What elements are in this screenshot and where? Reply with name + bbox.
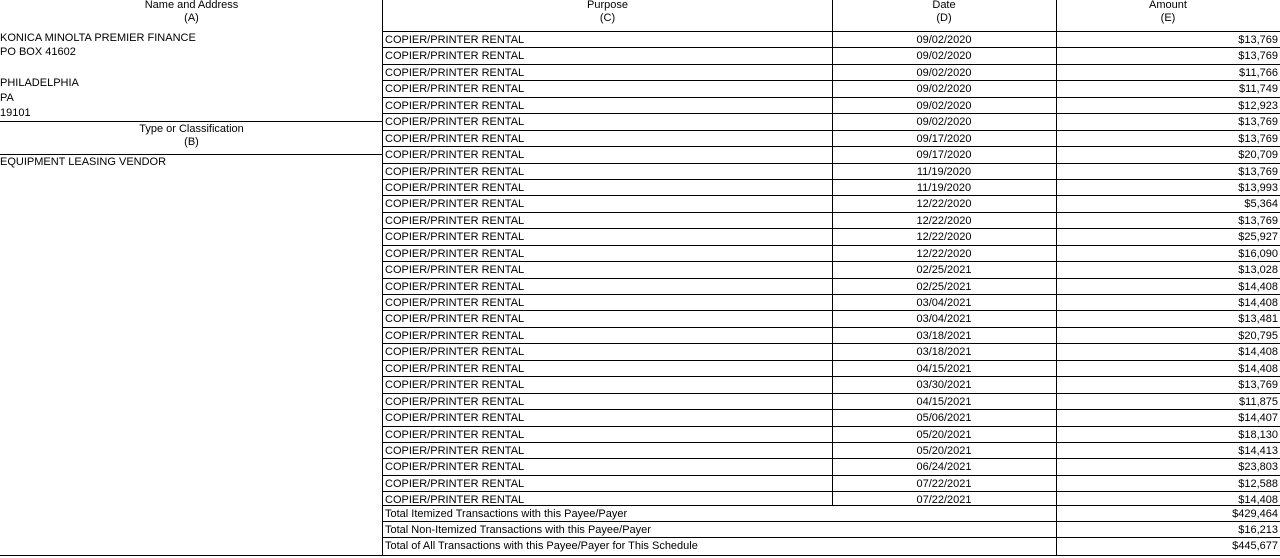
row-purpose: COPIER/PRINTER RENTAL bbox=[385, 264, 525, 277]
header-amount bbox=[1056, 0, 1280, 32]
row-purpose: COPIER/PRINTER RENTAL bbox=[385, 99, 525, 112]
row-date: 03/18/2021 bbox=[916, 329, 972, 342]
row-date: 02/25/2021 bbox=[916, 280, 972, 293]
row-purpose: COPIER/PRINTER RENTAL bbox=[385, 181, 525, 194]
row-date: 09/02/2020 bbox=[916, 50, 972, 63]
totals-table bbox=[383, 505, 1280, 553]
row-amount: $25,927 bbox=[1238, 231, 1278, 244]
row-amount: $18,130 bbox=[1238, 428, 1278, 441]
row-amount: $13,769 bbox=[1238, 34, 1278, 46]
row-purpose: COPIER/PRINTER RENTAL bbox=[385, 66, 525, 79]
row-date: 04/15/2021 bbox=[916, 362, 972, 375]
header-date bbox=[832, 0, 1056, 32]
row-date: 09/17/2020 bbox=[916, 149, 972, 162]
header-name-title: Name and Address bbox=[144, 0, 239, 11]
row-purpose: COPIER/PRINTER RENTAL bbox=[385, 362, 525, 375]
row-amount: $14,408 bbox=[1238, 346, 1278, 359]
row-amount: $14,408 bbox=[1238, 494, 1278, 507]
payee-city: PHILADELPHIA bbox=[0, 77, 79, 89]
row-amount: $13,993 bbox=[1238, 181, 1278, 194]
row-purpose: COPIER/PRINTER RENTAL bbox=[385, 34, 525, 46]
row-purpose: COPIER/PRINTER RENTAL bbox=[385, 329, 525, 342]
row-date: 04/15/2021 bbox=[916, 395, 972, 408]
row-purpose: COPIER/PRINTER RENTAL bbox=[385, 346, 525, 359]
header-amount-sub: (E) bbox=[1160, 12, 1176, 24]
row-amount: $13,769 bbox=[1238, 116, 1278, 129]
divider-purpose-date bbox=[832, 0, 833, 31]
row-date: 05/06/2021 bbox=[916, 412, 972, 425]
row-purpose: COPIER/PRINTER RENTAL bbox=[385, 412, 525, 425]
payee-zip: 19101 bbox=[0, 107, 31, 119]
row-date: 03/30/2021 bbox=[916, 379, 972, 392]
row-date: 03/04/2021 bbox=[916, 313, 972, 326]
row-purpose: COPIER/PRINTER RENTAL bbox=[385, 132, 525, 145]
row-amount: $14,408 bbox=[1238, 297, 1278, 309]
row-amount: $13,769 bbox=[1238, 379, 1278, 392]
row-purpose: COPIER/PRINTER RENTAL bbox=[385, 214, 525, 227]
header-amount-title: Amount bbox=[1149, 0, 1187, 11]
total-label: Total Itemized Transactions with this Payee/Payer bbox=[385, 508, 628, 520]
header-type-title: Type or Classification bbox=[139, 123, 244, 135]
payee-state: PA bbox=[0, 92, 14, 104]
row-date: 03/18/2021 bbox=[916, 346, 972, 359]
row-date: 09/02/2020 bbox=[916, 66, 972, 79]
total-amount: $429,464 bbox=[1232, 508, 1278, 520]
payee-name: KONICA MINOLTA PREMIER FINANCE bbox=[0, 32, 196, 44]
row-date: 09/02/2020 bbox=[916, 34, 972, 46]
header-purpose-sub: (C) bbox=[599, 12, 616, 24]
divider-date-amount-rows bbox=[832, 31, 833, 505]
divider-date-amount bbox=[1056, 0, 1057, 31]
bottom-line bbox=[0, 555, 1280, 556]
header-name-sub: (A) bbox=[184, 12, 199, 24]
header-date-title: Date bbox=[932, 0, 956, 11]
row-purpose: COPIER/PRINTER RENTAL bbox=[385, 165, 525, 178]
row-purpose: COPIER/PRINTER RENTAL bbox=[385, 231, 525, 244]
row-purpose: COPIER/PRINTER RENTAL bbox=[385, 395, 525, 408]
header-purpose bbox=[383, 0, 832, 32]
row-amount: $12,923 bbox=[1238, 99, 1278, 112]
row-purpose: COPIER/PRINTER RENTAL bbox=[385, 461, 525, 474]
row-date: 07/22/2021 bbox=[916, 494, 972, 507]
header-type-sub: (B) bbox=[184, 136, 199, 148]
row-purpose: COPIER/PRINTER RENTAL bbox=[385, 477, 525, 490]
row-amount: $14,407 bbox=[1238, 412, 1278, 425]
total-row bbox=[383, 521, 1280, 537]
row-amount: $11,766 bbox=[1239, 66, 1278, 79]
row-date: 12/22/2020 bbox=[916, 231, 972, 244]
row-purpose: COPIER/PRINTER RENTAL bbox=[385, 313, 525, 326]
row-purpose: COPIER/PRINTER RENTAL bbox=[385, 83, 525, 96]
header-purpose-title: Purpose bbox=[587, 0, 628, 11]
row-date: 05/20/2021 bbox=[916, 428, 972, 441]
row-date: 06/24/2021 bbox=[916, 461, 972, 474]
total-amount: $445,677 bbox=[1232, 540, 1278, 552]
row-purpose: COPIER/PRINTER RENTAL bbox=[385, 116, 525, 129]
row-date: 12/22/2020 bbox=[916, 198, 972, 211]
row-date: 09/02/2020 bbox=[916, 116, 972, 129]
row-amount: $13,481 bbox=[1238, 313, 1278, 326]
row-date: 12/22/2020 bbox=[916, 247, 972, 260]
row-amount: $13,769 bbox=[1238, 50, 1278, 63]
row-date: 09/02/2020 bbox=[916, 83, 972, 96]
total-label: Total Non-Itemized Transactions with this Payee/Payer bbox=[385, 524, 651, 536]
row-date: 12/22/2020 bbox=[916, 214, 972, 227]
row-amount: $14,408 bbox=[1238, 362, 1278, 375]
row-purpose: COPIER/PRINTER RENTAL bbox=[385, 280, 525, 293]
divider-date-amount-body bbox=[1056, 31, 1057, 556]
row-amount: $23,803 bbox=[1238, 461, 1278, 474]
header-date-sub: (D) bbox=[936, 12, 952, 24]
total-row bbox=[383, 505, 1280, 521]
row-purpose: COPIER/PRINTER RENTAL bbox=[385, 428, 525, 441]
total-row bbox=[383, 537, 1280, 553]
header-type bbox=[0, 122, 383, 153]
row-amount: $5,364 bbox=[1244, 198, 1278, 211]
row-purpose: COPIER/PRINTER RENTAL bbox=[385, 494, 525, 507]
row-amount: $20,795 bbox=[1238, 329, 1278, 342]
header-name-address bbox=[0, 0, 383, 32]
row-date: 11/19/2020 bbox=[916, 181, 972, 194]
row-amount: $12,588 bbox=[1238, 477, 1278, 490]
row-purpose: COPIER/PRINTER RENTAL bbox=[385, 297, 525, 309]
row-date: 07/22/2021 bbox=[916, 477, 972, 490]
row-purpose: COPIER/PRINTER RENTAL bbox=[385, 149, 525, 162]
row-purpose: COPIER/PRINTER RENTAL bbox=[385, 444, 525, 457]
row-amount: $13,769 bbox=[1238, 214, 1278, 227]
row-date: 03/04/2021 bbox=[916, 297, 972, 309]
row-amount: $11,875 bbox=[1239, 395, 1278, 408]
row-purpose: COPIER/PRINTER RENTAL bbox=[385, 247, 525, 260]
row-date: 11/19/2020 bbox=[916, 165, 972, 178]
payee-type: EQUIPMENT LEASING VENDOR bbox=[0, 156, 167, 168]
row-date: 09/02/2020 bbox=[916, 99, 972, 112]
row-amount: $16,090 bbox=[1238, 247, 1278, 260]
row-date: 05/20/2021 bbox=[916, 444, 972, 457]
row-amount: $13,028 bbox=[1238, 264, 1278, 277]
row-purpose: COPIER/PRINTER RENTAL bbox=[385, 379, 525, 392]
row-amount: $14,408 bbox=[1238, 280, 1278, 293]
row-amount: $20,709 bbox=[1238, 149, 1278, 162]
row-amount: $11,749 bbox=[1239, 83, 1278, 96]
row-purpose: COPIER/PRINTER RENTAL bbox=[385, 198, 525, 211]
row-amount: $13,769 bbox=[1238, 165, 1278, 178]
row-amount: $13,769 bbox=[1238, 132, 1278, 145]
row-amount: $14,413 bbox=[1238, 444, 1278, 457]
row-purpose: COPIER/PRINTER RENTAL bbox=[385, 50, 525, 63]
row-date: 02/25/2021 bbox=[916, 264, 972, 277]
row-date: 09/17/2020 bbox=[916, 132, 972, 145]
total-amount: $16,213 bbox=[1238, 524, 1278, 536]
payee-address: PO BOX 41602 bbox=[0, 46, 76, 58]
total-label: Total of All Transactions with this Payee/Payer for This Schedule bbox=[385, 540, 698, 552]
